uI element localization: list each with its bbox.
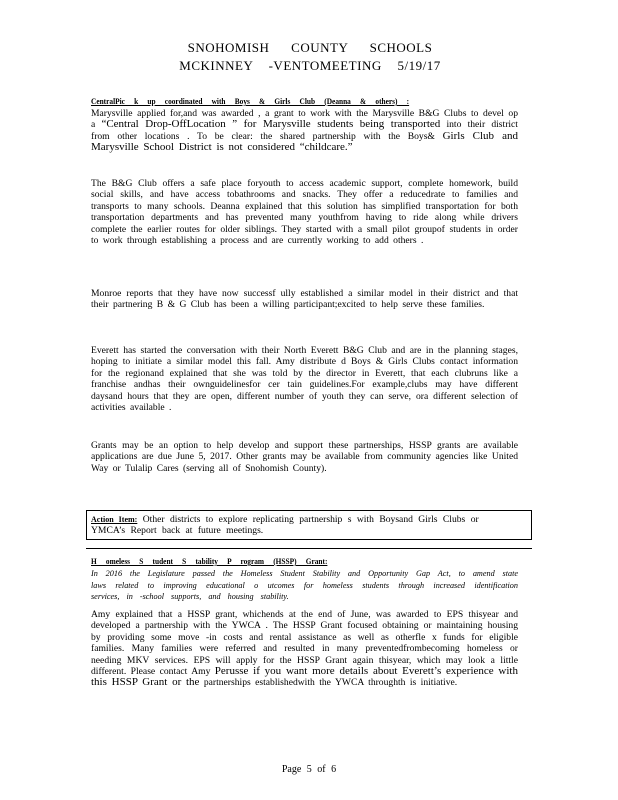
central-pickup-paragraph <box>91 108 518 154</box>
grants-paragraph: Grants may be an option to help develop and support these partnerships, HSSP grants are available applications are due June 5, 2017. Other grants may be available from community agencies like United Way or Tulalip Cares (serving all of Snohomish County). <box>91 440 518 474</box>
hssp-legislation-note: In 2016 the Legislature passed the Homeless Student Stability and Opportunity Gap Act, to amend state laws related to improving educational o utcomes for homeless students through increased identification services, in -school supports, and housing stability. <box>91 569 518 602</box>
central-pickup-heading: CentralPic k up coordinated with Boys & Girls Club (Deanna & others) : <box>91 97 410 106</box>
hssp-paragraph <box>91 609 518 689</box>
hssp-text-b: Perusse if you want more details about Everett’s experience with this HSSP Grant or the <box>91 665 518 689</box>
page-number: Page 5 of 6 <box>281 764 337 775</box>
hssp-text-c: partnerships establishedwith the YWCA throughth is initiative. <box>199 677 458 689</box>
action-item-body: Other districts to explore replicating partnership s with Boysand Girls Clubs or YMCA’s Report back at future meetings. <box>91 514 479 537</box>
section-divider <box>86 548 532 549</box>
central-pickup-text-d: Girls Club and Marysville School District is not considered “childcare.” <box>91 129 518 154</box>
bg-club-paragraph: The B&G Club offers a safe place foryouth to access academic support, complete homework, build social skills, and have access tobathrooms and snacks. They offer a reducedrate to families and transports to many schools. Deanna explained that this solution has simplified transportation for both transportation departments and has prevented many youthfrom having to ride along while drivers complete the earlier routes for older siblings. They started with a small pilot groupof students in order to work through establishing a process and are currently working to add others . <box>91 178 518 247</box>
central-pickup-text-b: “Central Drop-OffLocation ” for Marysville students being transported <box>101 118 441 131</box>
action-item-text <box>91 514 516 537</box>
central-pickup-text-c: into their district from other locations . To be clear: the shared partnership with the Boys& <box>91 119 518 142</box>
central-pickup-text-a: Marysville applied for,and was awarded , a grant to work with the Marysville B&G Clubs to devel op a <box>91 108 518 131</box>
action-item-box <box>86 510 532 540</box>
document-title-line-1: SNOHOMISH COUNTY SCHOOLS <box>187 40 433 55</box>
hssp-heading: H omeless S tudent S tability P rogram (HSSP) Grant: <box>91 557 328 566</box>
action-item-label: Action Item: <box>91 515 138 524</box>
everett-paragraph: Everett has started the conversation with their North Everett B&G Club and are in the planning stages, hoping to initiate a similar model this fall. Amy distribute d Boys & Girls Clubs contact information for the regionand explained that she was told by the director in Everett, that each clubruns like a franchise andhas their ownguidelinesfor cer tain guidelines.For example,clubs may have different daysand hours that they are open, different number of youth they can serve, ora different selection of activities available . <box>91 345 518 414</box>
document-title-line-2: MCKINNEY -VENTOMEETING 5/19/17 <box>179 58 441 73</box>
hssp-text-a: Amy explained that a HSSP grant, whichends at the end of June, was awarded to EPS thisyear and developed a partnership with the YWCA . The HSSP Grant focused obtaining or maintaining housing by providing some move -in costs and rental assistance as well as otherfle x funds for eligible families. Many families were referred and resulted in many preventedfrombecoming homeless or needing MKV services. EPS will apply for the HSSP Grant again thisyear, which may look a little different. Please contact Amy <box>91 609 518 678</box>
monroe-paragraph: Monroe reports that they have now successf ully established a similar model in their district and that their partnering B & G Club has been a willing participant;excited to help serve these families. <box>91 288 518 311</box>
